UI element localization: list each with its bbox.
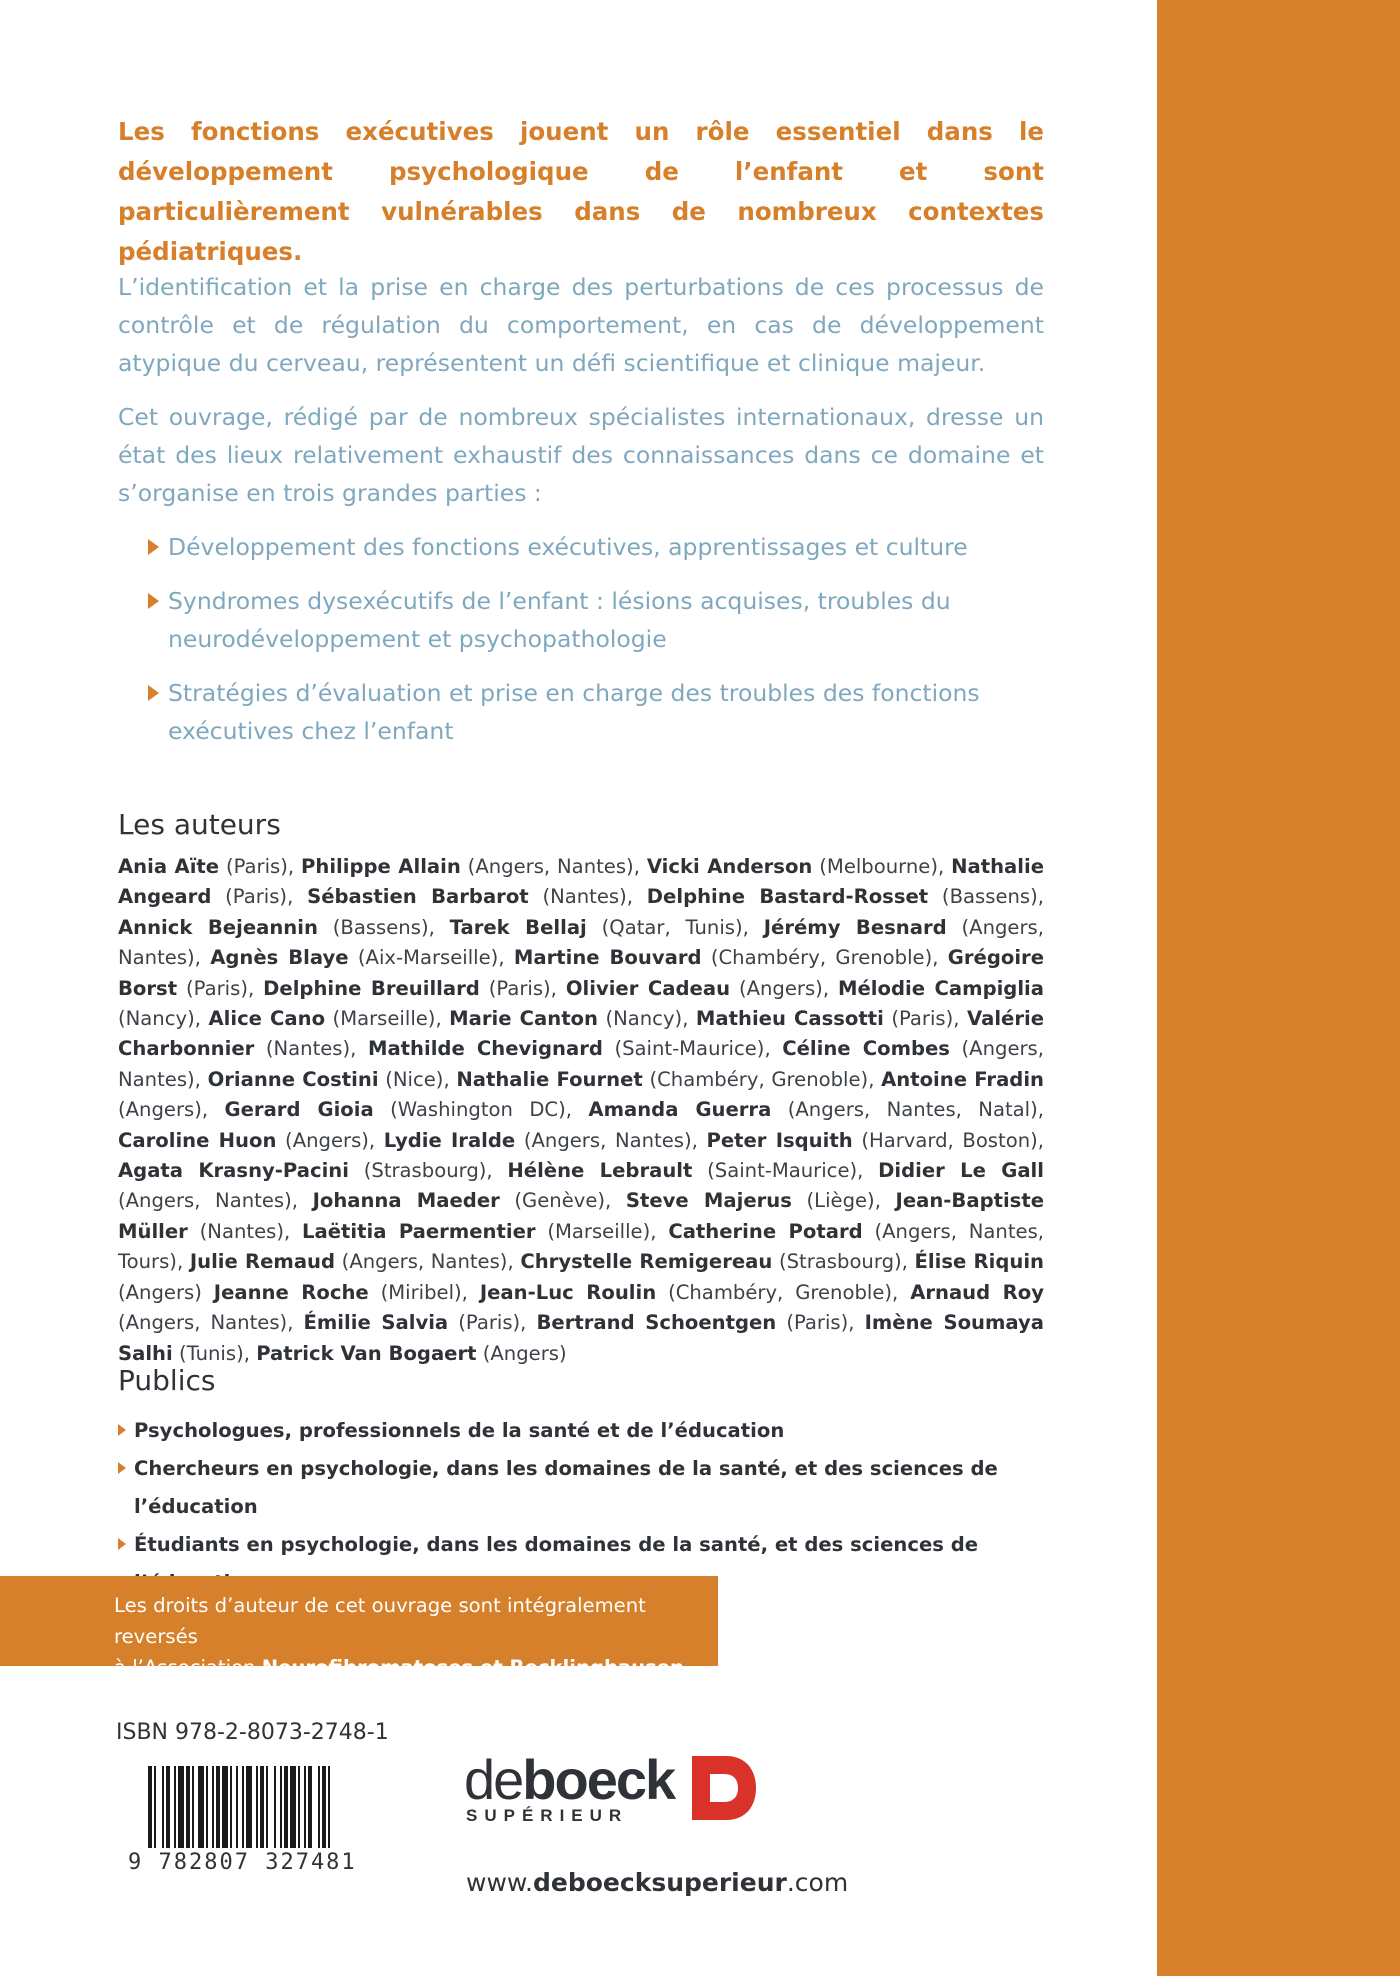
author-affiliation: (Angers, Nantes),: [118, 1311, 304, 1335]
author-name: Nathalie Fournet: [456, 1067, 643, 1091]
author-name: Vicki Anderson: [646, 855, 813, 878]
list-item: Chercheurs en psychologie, dans les domaines de la santé, et des sciences de l’éducation: [118, 1450, 1044, 1526]
author-name: Patrick Van Bogaert: [256, 1341, 477, 1365]
author-name: Alice Cano: [208, 1007, 326, 1031]
author-affiliation: (Melbourne),: [812, 855, 952, 878]
author-name: Amanda Guerra: [588, 1098, 772, 1122]
author-name: Didier Le Gall: [878, 1159, 1044, 1183]
author-name: Agnès Blaye: [210, 946, 349, 970]
author-affiliation: (Bassens),: [317, 915, 450, 939]
author-name: Johanna Maeder: [312, 1189, 500, 1213]
author-name: Caroline Huon: [118, 1128, 277, 1152]
logo-subtitle: SUPÉRIEUR: [466, 1806, 629, 1825]
author-affiliation: (Marseille),: [325, 1007, 450, 1031]
author-affiliation: (Marseille),: [535, 1219, 669, 1243]
author-affiliation: (Qatar, Tunis),: [586, 915, 764, 939]
author-name: Delphine Breuillard: [263, 976, 480, 1000]
list-item: Psychologues, professionnels de la santé et de l’éducation: [118, 1412, 1044, 1450]
publisher-website[interactable]: www.deboecksuperieur.com: [466, 1868, 849, 1897]
author-affiliation: (Angers),: [118, 1098, 225, 1122]
author-affiliation: (Chambéry, Grenoble),: [642, 1067, 882, 1091]
author-name: Julie Remaud: [189, 1250, 336, 1274]
author-affiliation: (Genève),: [499, 1189, 626, 1213]
author-affiliation: (Angers): [118, 1280, 214, 1304]
author-name: Agata Krasny-Pacini: [118, 1159, 349, 1183]
triangle-bullet-icon: [118, 1424, 126, 1436]
author-name: Chrystelle Remigereau: [520, 1250, 773, 1274]
publics-heading: Publics: [118, 1364, 216, 1397]
author-affiliation: (Paris),: [883, 1007, 967, 1031]
author-name: Nathalie Angeard: [118, 855, 1044, 909]
lead-paragraph: Les fonctions exécutives jouent un rôle essentiel dans le développement psychologique de l’enfant et sont particulièrement vulnérables dans de nombreux contextes pédiatriques.: [118, 117, 1044, 266]
list-item: Syndromes dysexécutifs de l’enfant : lésions acquises, troubles du neurodéveloppement et psychopathologie: [148, 582, 1028, 658]
author-name: Gerard Gioia: [224, 1098, 374, 1122]
author-affiliation: (Nantes),: [254, 1037, 368, 1061]
author-affiliation: (Angers, Nantes),: [118, 1189, 313, 1213]
author-name: Catherine Potard: [668, 1219, 863, 1243]
author-affiliation: (Angers, Nantes),: [515, 1128, 707, 1152]
author-affiliation: (Angers, Nantes),: [460, 855, 647, 878]
author-affiliation: (Washington DC),: [373, 1098, 589, 1122]
author-affiliation: (Angers): [476, 1341, 567, 1365]
author-affiliation: (Paris),: [211, 885, 308, 909]
author-affiliation: (Nancy),: [597, 1007, 696, 1031]
author-name: Jean-Luc Roulin: [479, 1280, 657, 1304]
publics-list: [118, 1412, 1044, 1602]
author-name: Mathieu Cassotti: [695, 1007, 884, 1031]
list-item: Stratégies d’évaluation et prise en charge des troubles des fonctions exécutives chez l’enfant: [148, 674, 1028, 750]
author-name: Olivier Cadeau: [565, 976, 731, 1000]
author-name: Céline Combes: [782, 1037, 950, 1061]
triangle-bullet-icon: [118, 1538, 126, 1550]
author-affiliation: (Angers),: [730, 976, 839, 1000]
author-name: Ania Aïte: [118, 855, 220, 878]
author-name: Jean-Baptiste Müller: [118, 1189, 1044, 1243]
author-name: Valérie Charbonnier: [118, 1007, 1044, 1061]
author-affiliation: (Paris),: [448, 1311, 537, 1335]
author-name: Jérémy Besnard: [763, 915, 947, 939]
structure-paragraph: Cet ouvrage, rédigé par de nombreux spécialistes internationaux, dresse un état des lieux relativement exhaustif des connaissances dans ce domaine et s’organise en trois grandes parties :: [118, 403, 1044, 507]
author-affiliation: (Nantes),: [187, 1219, 303, 1243]
publisher-d-mark-icon: [688, 1752, 760, 1824]
author-affiliation: (Paris),: [177, 976, 264, 1000]
author-name: Émilie Salvia: [303, 1311, 449, 1335]
author-name: Jeanne Roche: [213, 1280, 369, 1304]
copyright-banner: [0, 1576, 718, 1679]
author-affiliation: (Aix-Marseille),: [348, 946, 514, 970]
cover-spine: [1157, 0, 1400, 1976]
author-affiliation: (Saint-Maurice),: [692, 1159, 879, 1183]
barcode-icon: [148, 1766, 388, 1848]
author-affiliation: (Angers, Nantes),: [335, 1250, 521, 1274]
parts-list: [148, 528, 1028, 766]
author-name: Annick Bejeannin: [118, 915, 318, 939]
triangle-bullet-icon: [118, 1462, 126, 1474]
triangle-bullet-icon: [148, 685, 159, 701]
barcode-digits: 9 782807 327481: [128, 1850, 357, 1875]
author-affiliation: (Nice),: [378, 1067, 457, 1091]
triangle-bullet-icon: [148, 593, 159, 609]
author-affiliation: (Angers, Nantes),: [118, 1037, 1044, 1091]
authors-list: [118, 852, 1044, 1369]
list-item: Étudiants en psychologie, dans les domaines de la santé, et des sciences de: [118, 1526, 1044, 1602]
author-name: Tarek Bellaj: [449, 915, 587, 939]
author-affiliation: (Miribel),: [368, 1280, 480, 1304]
author-affiliation: (Chambéry, Grenoble),: [656, 1280, 911, 1304]
author-name: Laëtitia Paermentier: [302, 1219, 536, 1243]
author-name: Mélodie Campiglia: [838, 976, 1044, 1000]
author-affiliation: (Nantes),: [528, 885, 647, 909]
list-item: Développement des fonctions exécutives, apprentissages et culture: [148, 528, 1028, 566]
author-name: Antoine Fradin: [881, 1067, 1044, 1091]
author-affiliation: (Chambéry, Grenoble),: [701, 946, 948, 970]
isbn-number: ISBN 978-2-8073-2748-1: [116, 1720, 389, 1745]
author-name: Grégoire Borst: [118, 946, 1044, 1000]
author-name: Delphine Bastard-Rosset: [646, 885, 929, 909]
author-affiliation: (Angers, Nantes, Tours),: [118, 1219, 1044, 1274]
author-affiliation: (Bassens),: [928, 885, 1044, 909]
author-name: Peter Isquith: [706, 1128, 853, 1152]
author-name: Philippe Allain: [301, 855, 461, 878]
author-affiliation: (Paris),: [219, 855, 302, 878]
author-affiliation: (Nancy),: [118, 1007, 209, 1031]
logo-wordmark: deboeck: [464, 1748, 675, 1811]
author-name: Mathilde Chevignard: [367, 1037, 603, 1061]
author-name: Élise Riquin: [914, 1250, 1044, 1274]
author-name: Bertrand Schoentgen: [536, 1311, 777, 1335]
author-name: Marie Canton: [449, 1007, 598, 1031]
author-affiliation: (Paris),: [479, 976, 566, 1000]
triangle-bullet-icon: [148, 539, 159, 555]
author-name: Steve Majerus: [625, 1189, 792, 1213]
author-name: Lydie Iralde: [383, 1128, 516, 1152]
author-name: Arnaud Roy: [910, 1280, 1044, 1304]
author-affiliation: (Strasbourg),: [772, 1250, 915, 1274]
author-affiliation: (Paris),: [776, 1311, 865, 1335]
author-affiliation: (Liège),: [791, 1189, 896, 1213]
author-affiliation: (Tunis),: [172, 1341, 257, 1365]
author-affiliation: (Strasbourg),: [348, 1159, 508, 1183]
author-name: Imène Soumaya Salhi: [118, 1311, 1045, 1365]
intro-paragraph: L’identification et la prise en charge des perturbations de ces processus de contrôle et de régulation du comportement, en cas de développement atypique du cerveau, représentent un défi scientifique et clinique majeur.: [118, 273, 1044, 377]
authors-heading: Les auteurs: [118, 808, 281, 841]
author-name: Orianne Costini: [207, 1067, 379, 1091]
publisher-logo: [464, 1748, 764, 1828]
copyright-note: Les droits d’auteur de cet ouvrage sont intégralement reversés à l’Association Neurofibromatoses et Recklinghausen.: [114, 1594, 691, 1679]
author-affiliation: (Saint-Maurice),: [602, 1037, 783, 1061]
author-affiliation: (Harvard, Boston),: [852, 1128, 1044, 1152]
author-affiliation: (Angers),: [276, 1128, 384, 1152]
author-name: Martine Bouvard: [513, 946, 702, 970]
author-name: Sébastien Barbarot: [307, 885, 529, 909]
author-affiliation: (Angers, Nantes),: [118, 915, 1044, 970]
author-affiliation: (Angers, Nantes, Natal),: [771, 1098, 1044, 1122]
author-name: Hélène Lebrault: [507, 1159, 693, 1183]
